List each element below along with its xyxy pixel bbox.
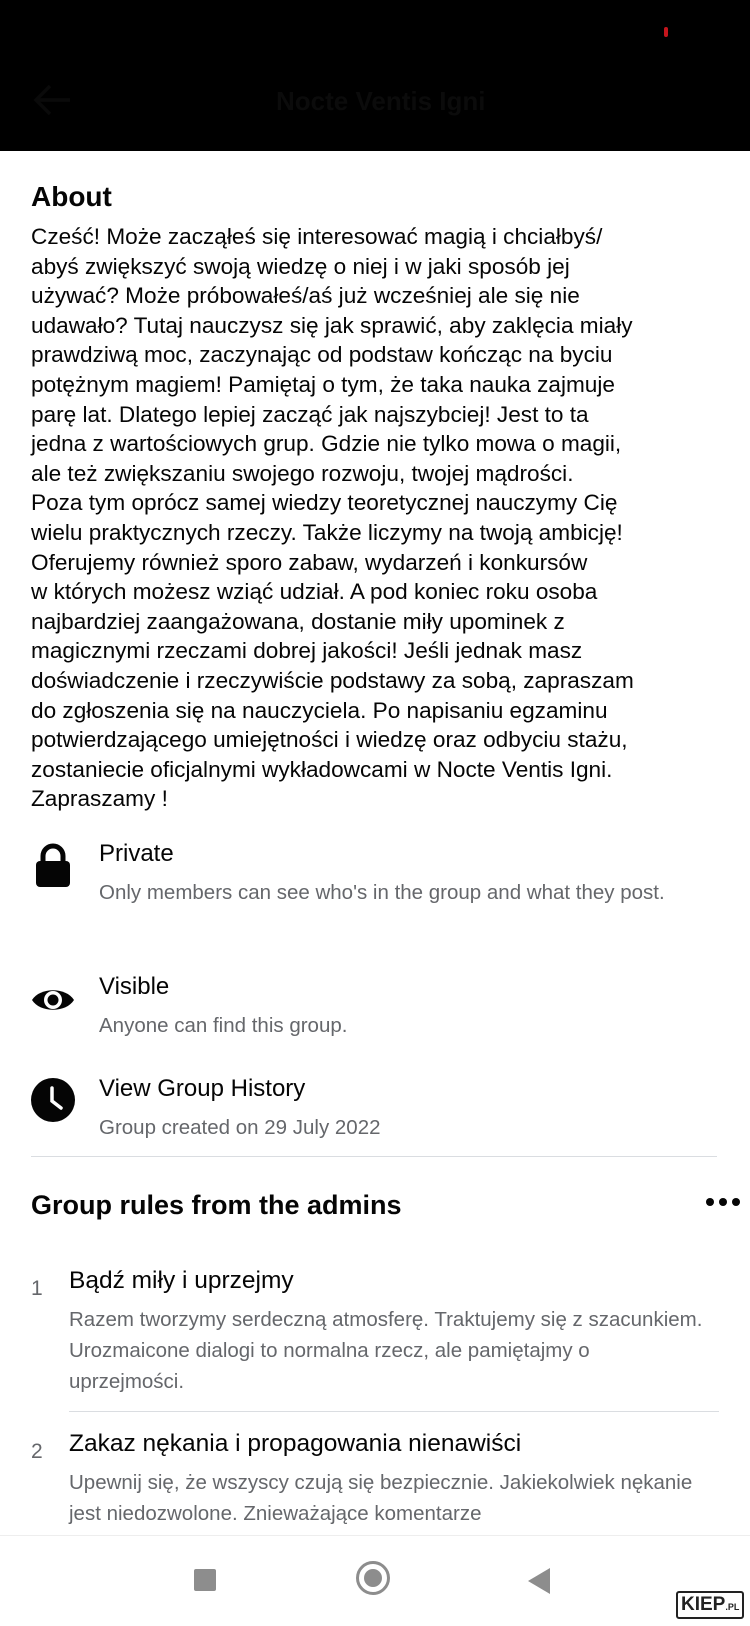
privacy-description: Only members can see who's in the group and what they post. bbox=[99, 881, 665, 904]
back-arrow-icon[interactable] bbox=[32, 82, 72, 118]
rule-description: Upewnij się, że wszyscy czują się bezpiecznie. Jakiekolwiek nękanie jest niedozwolone. Znieważające komentarze bbox=[69, 1471, 693, 1525]
privacy-title: Private bbox=[99, 840, 174, 867]
back-triangle-icon[interactable] bbox=[528, 1568, 550, 1594]
rules-heading: Group rules from the admins bbox=[31, 1190, 402, 1220]
recents-square-icon[interactable] bbox=[194, 1569, 216, 1591]
visibility-description: Anyone can find this group. bbox=[99, 1014, 348, 1037]
lock-icon bbox=[30, 842, 76, 888]
watermark-main: KIEP bbox=[681, 1594, 726, 1615]
recording-indicator-icon bbox=[664, 27, 668, 37]
more-options-icon[interactable] bbox=[706, 1198, 740, 1212]
history-title[interactable]: View Group History bbox=[99, 1075, 306, 1102]
top-app-bar bbox=[0, 0, 750, 151]
rule-number: 1 bbox=[31, 1277, 43, 1300]
eye-icon bbox=[30, 977, 76, 1023]
watermark-suffix: .PL bbox=[725, 1602, 740, 1612]
about-description: Cześć! Może zacząłeś się interesować magią i chciałbyś/ abyś zwiększyć swoją wiedzę o niej i w jaki sposób jej używać? Może próbowałeś/aś już wcześniej ale się nie udawało? Tutaj nauczysz się jak sprawić, aby zaklęcia miały prawdziwą moc, zaczynając od podstaw kończąc na byciu potężnym magiem! Pamiętaj o tym, że taka nauka zajmuje parę lat. Dlatego lepiej zacząć jak najszybciej! Jest to ta jedna z wartościowych grup. Gdzie nie tylko mowa o magii, ale też zwiększaniu swojego rozwoju, twojej mądrości. Poza tym oprócz samej wiedzy teoretycznej nauczymy Cię wielu praktycznych rzeczy. Także liczymy na twoją ambicję! Oferujemy również sporo zabaw, wydarzeń i konkursów w których możesz wziąć udział. A pod koniec roku osoba najbardziej zaangażowana, dostanie miły upominek z magicznymi rzeczami dobrej jakości! Jeśli jednak masz doświadczenie i rzeczywiście podstawy za sobą, zapraszam do zgłoszenia się na nauczyciela. Po napisaniu egzaminu potwierdzającego umiejętności i wiedzę oraz odbyciu stażu, zostaniecie oficjalnymi wykładowcami w Nocte Ventis Igni. Zapraszamy ! bbox=[31, 224, 634, 812]
rule-title: Zakaz nękania i propagowania nienawiści bbox=[69, 1430, 522, 1457]
group-title: Nocte Ventis Igni bbox=[276, 86, 486, 116]
rule-divider bbox=[69, 1411, 719, 1412]
rule-description: Razem tworzymy serdeczną atmosferę. Traktujemy się z szacunkiem. Urozmaicone dialogi to normalna rzecz, ale pamiętajmy o uprzejmości. bbox=[69, 1308, 703, 1393]
history-description: Group created on 29 July 2022 bbox=[99, 1116, 381, 1139]
about-heading: About bbox=[31, 181, 112, 212]
clock-icon bbox=[30, 1077, 76, 1123]
section-divider bbox=[31, 1156, 717, 1157]
home-circle-icon[interactable] bbox=[356, 1561, 390, 1595]
watermark-logo bbox=[676, 1591, 744, 1619]
rule-number: 2 bbox=[31, 1440, 43, 1463]
visibility-title: Visible bbox=[99, 973, 170, 1000]
rule-title: Bądź miły i uprzejmy bbox=[69, 1267, 294, 1294]
system-navigation-bar bbox=[0, 1535, 750, 1626]
